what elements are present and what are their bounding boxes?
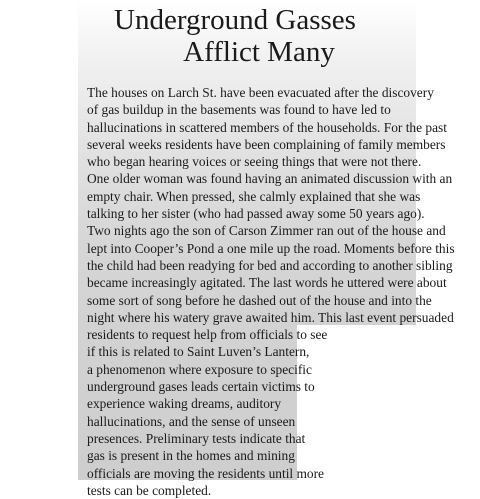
body-line: presences. Preliminary tests indicate that [87, 430, 306, 446]
body-line: a phenomenon where exposure to specific [87, 361, 312, 377]
headline-line-2: Afflict Many [183, 36, 335, 68]
body-line: The houses on Larch St. have been evacuated after the discovery [87, 85, 434, 100]
headline-line-1: Underground Gasses [114, 4, 356, 36]
body-line: several weeks residents have been complaining of family members [87, 136, 446, 152]
body-line: lept into Cooper’s Pond a one mile up the road. Moments before this [87, 240, 455, 256]
article-headline [78, 4, 416, 68]
body-line: underground gases leads certain victims to [87, 379, 315, 395]
body-line: some sort of song before he dashed out of the house and into the [87, 292, 432, 308]
body-line: who began hearing voices or seeing things that were not there. [87, 154, 422, 170]
article-body [87, 84, 455, 499]
body-line: became increasingly agitated. The last words he uttered were about [87, 275, 447, 291]
body-line: residents to request help from officials to see [87, 327, 328, 343]
body-line: gas is present in the homes and mining [87, 448, 295, 464]
body-line: Two nights ago the son of Carson Zimmer ran out of the house and [87, 223, 446, 239]
body-line: experience waking dreams, auditory [87, 396, 282, 412]
body-line: One older woman was found having an animated discussion with an [87, 171, 453, 187]
body-line: hallucinations, and the sense of unseen [87, 413, 296, 429]
body-line: the child had been readying for bed and according to another sibling [87, 257, 453, 273]
body-line: of gas buildup in the basements was found to have led to [87, 102, 391, 118]
body-line: talking to her sister (who had passed away some 50 years ago). [87, 206, 425, 222]
body-line: officials are moving the residents until more [87, 465, 325, 481]
body-line: night where his watery grave awaited him. This last event persuaded [87, 309, 454, 325]
body-line: if this is related to Saint Luven’s Lantern, [87, 344, 310, 360]
body-line: hallucinations in scattered members of the households. For the past [87, 119, 447, 135]
body-line: empty chair. When pressed, she calmly explained that she was [87, 188, 421, 204]
body-line: tests can be completed. [87, 482, 212, 498]
